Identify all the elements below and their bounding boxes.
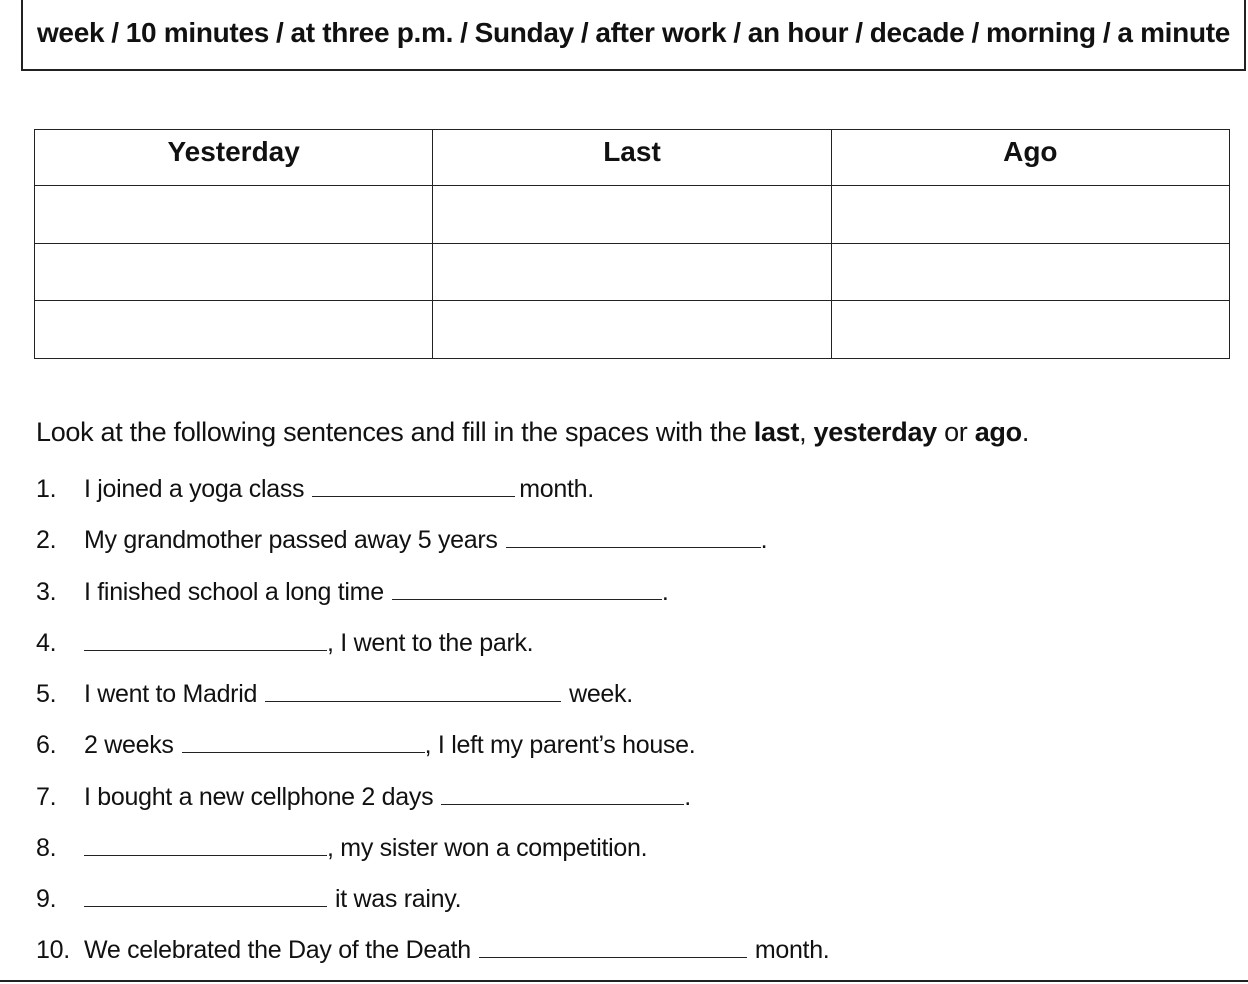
header-ago: Ago (831, 130, 1229, 186)
word-separator: / (855, 16, 863, 48)
answer-blank[interactable] (506, 525, 761, 548)
exercise-number: 8. (36, 834, 57, 862)
word-bank-item: Sunday (474, 16, 574, 48)
answer-blank[interactable] (84, 628, 327, 651)
keyword-last: last (753, 417, 800, 447)
table-cell[interactable] (35, 301, 433, 359)
word-bank-item: at three p.m. (290, 16, 454, 48)
table-cell[interactable] (433, 243, 831, 301)
exercise-text: . (684, 783, 691, 811)
table-row (35, 243, 1230, 301)
exercise-text: week. (569, 680, 633, 708)
instructions-sep: or (936, 417, 975, 447)
word-separator: / (460, 16, 468, 48)
exercise-number: 3. (36, 578, 57, 606)
word-bank-item: a minute (1117, 16, 1231, 48)
exercise-3 (36, 577, 668, 607)
exercise-text: , I went to the park. (327, 629, 534, 657)
keyword-yesterday: yesterday (813, 417, 937, 447)
word-bank (21, 0, 1246, 71)
instructions (36, 417, 1029, 448)
classification-table (34, 129, 1230, 359)
table-cell[interactable] (35, 186, 433, 244)
exercise-text: . (760, 526, 768, 554)
answer-blank[interactable] (265, 679, 561, 702)
word-bank-item: week (36, 16, 105, 48)
answer-blank[interactable] (441, 782, 684, 805)
exercise-text: month. (519, 475, 594, 503)
exercise-text: , my sister won a competition. (327, 834, 648, 862)
exercise-number: 1. (36, 475, 57, 503)
table-cell[interactable] (433, 186, 831, 244)
exercise-7 (36, 782, 691, 812)
exercise-9 (36, 884, 461, 914)
exercise-5 (36, 679, 633, 709)
exercise-text: month. (754, 936, 830, 964)
word-bank-item: decade (869, 16, 965, 48)
answer-blank[interactable] (392, 577, 662, 600)
word-separator: / (1102, 16, 1111, 48)
answer-blank[interactable] (84, 884, 327, 907)
exercise-6 (36, 730, 695, 760)
word-bank-item: after work (595, 16, 727, 48)
header-yesterday: Yesterday (35, 130, 433, 186)
table-cell[interactable] (433, 301, 831, 359)
exercise-number: 10. (36, 936, 70, 964)
instructions-sep: , (799, 417, 814, 447)
exercise-text: I joined a yoga class (84, 475, 305, 503)
exercise-number: 7. (36, 783, 57, 811)
exercise-text: , I left my parent’s house. (424, 731, 696, 759)
exercise-4 (36, 628, 533, 658)
exercise-10 (36, 935, 829, 965)
table-cell[interactable] (35, 243, 433, 301)
bottom-divider (0, 980, 1248, 982)
exercise-text: We celebrated the Day of the Death (84, 936, 471, 964)
table-row (35, 186, 1230, 244)
exercise-text: 2 weeks (84, 731, 174, 759)
exercise-number: 6. (36, 731, 57, 759)
answer-blank[interactable] (182, 730, 425, 753)
instructions-end: . (1021, 417, 1030, 447)
exercise-2 (36, 525, 767, 555)
table-row (35, 301, 1230, 359)
exercise-text: I went to Madrid (84, 680, 258, 708)
word-separator: / (971, 16, 979, 48)
header-last: Last (433, 130, 831, 186)
exercise-number: 5. (36, 680, 57, 708)
table-cell[interactable] (831, 186, 1229, 244)
exercise-text: I bought a new cellphone 2 days (84, 783, 434, 811)
word-bank-item: an hour (747, 16, 849, 48)
answer-blank[interactable] (84, 833, 327, 856)
exercise-text: My grandmother passed away 5 years (84, 526, 498, 554)
answer-blank[interactable] (479, 935, 747, 958)
exercise-number: 4. (36, 629, 57, 657)
word-bank-item: 10 minutes (125, 16, 269, 48)
table-header-row (35, 130, 1230, 186)
exercise-8 (36, 833, 647, 863)
instructions-text: Look at the following sentences and fill in the spaces with the (36, 417, 754, 447)
word-separator: / (580, 16, 589, 48)
table-cell[interactable] (831, 243, 1229, 301)
keyword-ago: ago (974, 417, 1022, 447)
word-separator: / (276, 16, 284, 48)
word-separator: / (111, 16, 119, 48)
word-bank-item: morning (985, 16, 1096, 48)
exercise-number: 9. (36, 885, 57, 913)
exercise-number: 2. (36, 526, 57, 554)
answer-blank[interactable] (312, 474, 515, 497)
word-separator: / (733, 16, 741, 48)
exercise-text: I finished school a long time (84, 578, 384, 606)
exercise-1 (36, 474, 594, 504)
exercise-text: it was rainy. (335, 885, 462, 913)
table-cell[interactable] (831, 301, 1229, 359)
exercise-text: . (661, 578, 669, 606)
